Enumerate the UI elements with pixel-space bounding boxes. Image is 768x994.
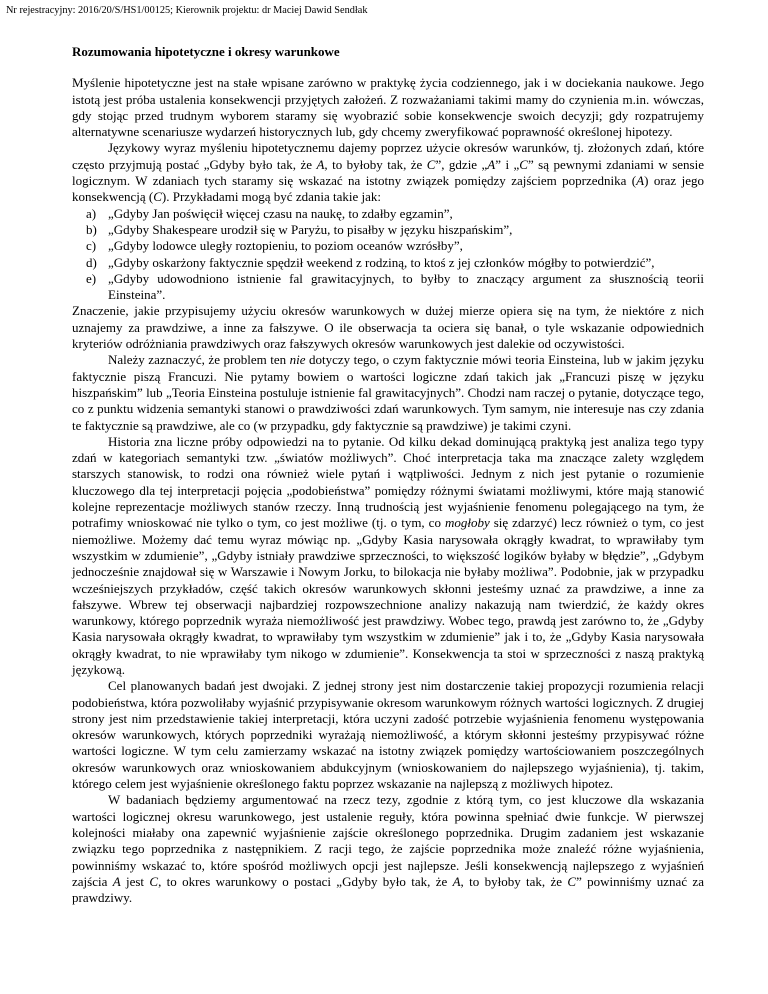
list-item — [86, 205, 704, 222]
list-item — [86, 238, 704, 254]
list-item — [86, 254, 704, 271]
text-run: Należy zaznaczyć, że problem ten — [108, 352, 290, 368]
italic-run: nie — [289, 352, 306, 368]
italic-run: mogłoby — [444, 515, 490, 531]
italic-run: A — [112, 873, 121, 889]
text-run: jest — [120, 873, 150, 889]
text-run: , to okres warunkowy o postaci „Gdyby było tak, że — [158, 873, 453, 889]
italic-run: C — [149, 873, 159, 889]
italic-run: A — [636, 173, 645, 189]
document-title: Rozumowania hipotetyczne i okresy warunkowe — [72, 44, 340, 59]
paragraph-1: Myślenie hipotetyczne jest na stałe wpisane zarówno w praktykę życia codziennego, jak i w dociekania naukowe. Jego istotą jest próba ustalenia konsekwencji przyjętych założeń. Z rozważaniami takimi mamy do czynienia m.in. wówczas, gdy stojąc przed trudnym wyborem staramy się wyobrazić sobie konsekwencje swoich decyzji; gdy rozpatrujemy alternatywne scenariusze wydarzeń historycznych lub, gdy chcemy zweryfikować poprawność określonej hipotezy. — [72, 75, 704, 140]
list-item-text: „Gdyby udowodniono istnienie fal grawitacyjnych, to byłby to znaczący argument za słusznością teorii Einsteina”. — [108, 270, 704, 303]
italic-run: A — [487, 156, 496, 172]
page-header: Nr rejestracyjny: 2016/20/S/HS1/00125; Kierownik projektu: dr Maciej Dawid Sendłak — [6, 5, 368, 16]
italic-run: C — [153, 189, 162, 205]
paragraph-7 — [72, 792, 704, 906]
text-run: ” powinniśmy uznać za prawdziwy. — [72, 873, 704, 906]
list-item — [86, 270, 704, 304]
text-run: ) oraz jego konsekwencją ( — [72, 173, 704, 205]
text-run: ” i „ — [495, 156, 520, 172]
italic-run: A — [452, 873, 461, 889]
list-marker: c) — [86, 238, 97, 254]
example-list — [72, 206, 704, 304]
list-item — [86, 221, 704, 238]
list-marker: a) — [86, 205, 97, 221]
text-run: , to byłoby tak, że — [460, 873, 568, 889]
text-run: się zdarzyć) lecz również o tym, co jest niemożliwe. Możemy dać temu wyraz mówiąc np. „Gdyby Kasia narysowała okrągły kwadrat, to wprawiłaby tym wszystkim w zdumienie”, „Gdyby istniały prawdziwe sprzeczności, to większość logików byłaby w błędzie”, „Gdybym jednocześnie znajdował się w Warszawie i Nowym Jorku, to bilokacja nie byłaby możliwa”. Podobnie, jak w przypadku wcześniejszych przykładów, część takich okresów warunkowych skłonni jesteśmy uznać za prawdziwe, a inne za fałszywe. Wbrew tej obserwacji najbardziej rozpowszechnione analizy nakazują nam twierdzić, że każdy okres warunkowy, którego poprzednik wyraża niemożliwość jest prawdziwy. Wobec tego, prawdą jest zarówno to, że „Gdyby Kasia narysowała okrągły kwadrat, to wprawiłaby tym wszystkim w zdumienie” jak i to, że „Gdyby Kasia narysowała okrągły kwadrat, to nie wprawiłaby tym nikogo w zdumienie”. Konsekwencja ta stoi w sprzeczności z naszą praktyką językową. — [72, 515, 704, 677]
italic-run: A — [316, 156, 325, 172]
text-run: W badaniach będziemy argumentować na rzecz tezy, zgodnie z którą tym, co jest kluczowe dla wskazania wartości logicznej okresu warunkowego, jest ustalenie reguły, która powinna spełniać dwie funkcje. W pierwszej kolejności miałaby ona zapewnić wyjaśnienie zajście określonego poprzednika. Drugim zadaniem jest wskazanie związku tego poprzednika z następnikiem. Z racji tego, że zajście poprzednika może znaleźć różne wyjaśnienia, powinniśmy wskazać to, które spośród możliwych opcji jest najlepsze. Jeśli konsekwencją najlepszego z wyjaśnień zajścia — [72, 792, 704, 889]
paragraph-3: Znaczenie, jakie przypisujemy użyciu okresów warunkowych w dużej mierze opiera się na tym, że niektóre z nich uznajemy za prawdziwe, a inne za fałszywe. O ile obserwacja ta ociera się banał, o tyle wskazanie odpowiednich kryteriów odróżniania prawdziwych oraz fałszywych okresów warunkowych jest dalekie od oczywistości. — [72, 303, 704, 352]
italic-run: C — [519, 156, 528, 172]
list-item-text: „Gdyby oskarżony faktycznie spędził weekend z rodziną, to ktoś z jej członków mógłby to potwierdzić”, — [108, 254, 655, 270]
list-item-text: „Gdyby Jan poświęcił więcej czasu na naukę, to zdałby egzamin”, — [108, 205, 453, 221]
text-run: Językowy wyraz myśleniu hipotetycznemu dajemy poprzez użycie okresów warunków, tj. złożonych zdań, które często przyjmują postać „Gdyby było tak, że — [72, 140, 704, 172]
text-run: , to byłoby tak, że — [324, 156, 427, 172]
list-marker: d) — [86, 254, 97, 270]
paragraph-6: Cel planowanych badań jest dwojaki. Z jednej strony jest nim dostarczenie takiej propozycji rozumienia relacji podobieństwa, która pozwoliłaby wyjaśnić przypisywanie okresom warunkowym różnych wartości logicznych. Z drugiej strony jest nim przedstawienie takiej interpretacji, która uczyni zadość potrzebie wyjaśnienia fenomenu występowania okresów warunkowych, których poprzedniki wyrażają niemożliwość, a którym skłonni jesteśmy przypisywać różne wartości logiczne. W tym celu zamierzamy wskazać na istotny związek pomiędzy wartościowaniem poszczególnych okresów warunkowych oraz wnioskowaniem abdukcyjnym (wnioskowaniem do najlepszego wyjaśnienia), tj. takim, którego celem jest wyjaśnienie określonego faktu poprzez wskazanie na najlepszą z możliwych hipotez. — [72, 678, 704, 792]
text-run: Historia zna liczne próby odpowiedzi na to pytanie. Od kilku dekad dominującą praktyką jest analiza tego typy zdań w kategoriach semantyki tzw. „światów możliwych”. Choć interpretacja taka ma znaczące zalety względem starszych stanowisk, to rodzi ona również wiele pytań i wątpliwości. Jednym z nich jest pytanie o rozumienie kluczowego dla tej interpretacji pojęcia „podobieństwa” pomiędzy różnymi światami możliwymi, które mają stanowić kolejne reprezentacje możliwych stanów rzeczy. Inną trudnością jest wyjaśnienie fenomenu polegającego na tym, że potrafimy wnioskować nie tylko o tym, co jest możliwe (tj. o tym, co — [72, 433, 704, 531]
list-item-text: „Gdyby Shakespeare urodził się w Paryżu, to pisałby w języku hiszpańskim”, — [108, 221, 513, 237]
paragraph-4 — [72, 352, 704, 433]
italic-run: C — [567, 873, 577, 889]
document-body — [72, 44, 704, 906]
paragraph-2 — [72, 140, 704, 205]
text-run: ”, gdzie „ — [435, 156, 488, 172]
text-run: ” są pewnymi zdaniami w sensie logicznym. W zdaniach tych staramy się wskazać na istotny związek pomiędzy zajściem poprzednika ( — [72, 156, 704, 189]
text-run: ). Przykładami mogą być zdania takie jak: — [161, 189, 382, 205]
paragraph-5 — [72, 434, 704, 678]
italic-run: C — [426, 156, 436, 172]
text-run: dotyczy tego, o czym faktycznie mówi teoria Einsteina, lub w jakim języku faktycznie piszą Francuzi. Nie pytamy bowiem o wartości logiczne zdań takich jak „Francuzi piszę w języku hiszpańskim” lub „Teoria Einsteina postuluje istnienie fal grawitacyjnych”. Chodzi nam raczej o pytanie, dotyczące tego, co z punktu widzenia semantyki stanowi o prawdziwości zdań warunkowych. Tym samym, nie interesuje nas czy zdania te faktycznie są prawdziwe, ale co (w przypadku, gdy faktycznie są prawdziwe) je takimi czyni. — [72, 352, 704, 433]
list-marker: b) — [86, 221, 97, 237]
list-marker: e) — [86, 270, 97, 286]
list-item-text: „Gdyby lodowce uległy roztopieniu, to poziom oceanów wzrósłby”, — [108, 238, 463, 254]
